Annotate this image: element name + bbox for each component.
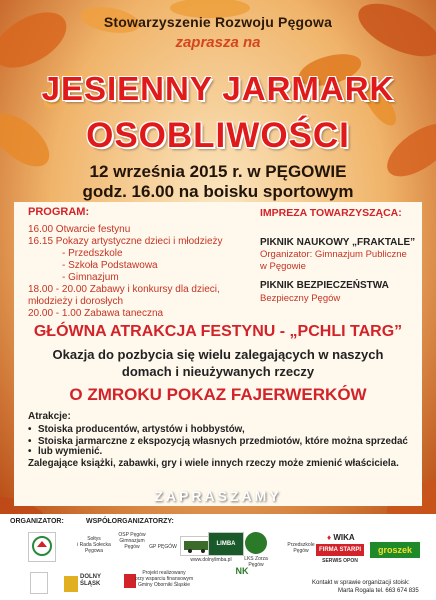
limba-name: LIMBA [216,541,236,547]
nk-logo: NK [235,566,249,576]
organizer-logo [28,532,56,562]
event-date: 12 września 2015 r. w PĘGOWIE [89,162,347,181]
limba-logo [208,532,244,556]
science-picnic-place: w Pęgowie [260,261,306,272]
przedszkole-label: Przedszkole Pęgów [287,542,315,554]
wika-icon: ♦ [327,533,334,542]
firma-starpi-logo: FIRMA STARPI [316,544,364,556]
contact-line1: Kontakt w sprawie organizacji stoisk: [312,580,410,586]
safety-picnic-title: PIKNIK BEZPIECZEŃSTWA [260,280,389,291]
program-item: 16.15 Pokazy artystyczne dzieci i młodzieży [28,236,223,247]
wika-logo [327,527,367,541]
occasion-line1: Okazja do pozbycia się wielu zalegających w naszych [52,347,384,362]
attraction-item-continued-text: lub wymienić. [38,446,103,457]
lks-logo [245,532,267,554]
science-picnic-title: PIKNIK NAUKOWY „FRAKTALE” [260,237,416,248]
attractions-closing: Zalegające książki, zabawki, gry i wiele innych rzeczy może zmienić właściciela. [28,458,399,469]
wika-name: WIKA [333,533,355,542]
fireworks-announcement: O ZMROKU POKAZ FAJERWERKÓW [69,385,367,404]
main-attraction: GŁÓWNA ATRAKCJA FESTYNU - „PCHLI TARG” [33,323,403,340]
safety-picnic-subtitle: Bezpieczny Pęgów [260,293,341,304]
program-item: młodzieży i dorosłych [28,296,124,307]
website-text: www.dolnylimba.pl [190,557,232,563]
invitation-banner: ZAPRASZAMY [154,488,282,504]
sponsors-footer [0,514,436,600]
contact-line2: Marta Rogala tel. 663 674 835 [338,588,419,594]
lks-label: LKS Zorza Pęgów [244,556,268,568]
dolny-slask-emblem-icon [64,576,78,592]
dolny-slask-text: DOLNY ŚLĄSK [80,574,101,587]
invites-text: zaprasza na [175,34,261,51]
sponsor-gp: GP PĘGÓW [149,544,177,550]
groszek-logo: groszek [370,542,420,558]
serwis-opon: SERWIS OPON [322,558,358,564]
sponsor-soltys: Sołtys i Rada Sołecka Pęgowa [77,536,111,554]
program-item: 20.00 - 1.00 Zabawa taneczna [28,308,164,319]
attractions-title: Atrakcje: [28,411,71,422]
program-item: - Przedszkole [62,248,123,259]
program-title: PROGRAM: [28,206,90,218]
attraction-item: • Stoiska producentów, artystów i hobbystów, [28,424,245,436]
project-note: Projekt realizowany przy wsparciu finansowym Gminy Oborniki Śląskie [134,570,194,588]
program-item: 18.00 - 20.00 Zabawy i konkursy dla dzieci, [28,284,220,295]
program-item: - Gimnazjum [62,272,119,283]
coorganizers-label: WSPÓŁORGANIZATORZY: [86,518,174,525]
occasion-line2: domach i nieużywanych rzeczy [121,364,315,379]
program-item: 16.00 Otwarcie festynu [28,224,131,235]
attraction-item: • Stoiska jarmarczne z ekspozycją własnych przedmiotów, które można sprzedać [28,436,423,448]
organizer-name: Stowarzyszenie Rozwoju Pęgowa [103,14,333,30]
sponsor-osp: OSP Pęgów Gimnazjum Pęgów [118,532,146,550]
program-item: - Szkoła Podstawowa [62,260,158,271]
event-time-place: godz. 16.00 na boisku sportowym [82,182,354,201]
attraction-item-continued [28,446,102,458]
side-event-title: IMPREZA TOWARZYSZĄCA: [260,207,402,219]
event-title-line2: OSOBLIWOŚCI [86,116,350,155]
science-picnic-organizer: Organizator: Gimnazjum Publiczne [260,249,407,260]
organizer-label: ORGANIZATOR: [10,518,64,525]
small-emblem-logo [30,572,48,594]
event-title-line1: JESIENNY JARMARK [41,70,395,107]
